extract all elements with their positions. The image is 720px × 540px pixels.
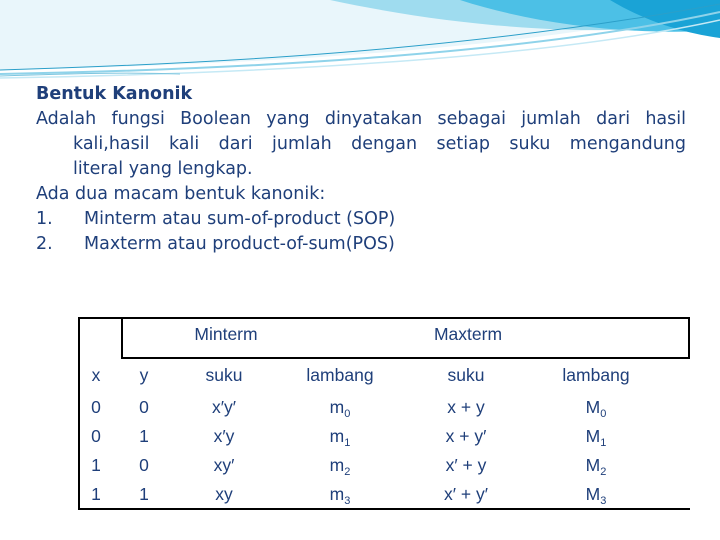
cell-maxterm-lambang <box>546 426 646 449</box>
list-number: 2. <box>36 234 53 254</box>
cell-minterm-suku: x′y <box>213 426 235 446</box>
subscript: 3 <box>344 495 351 507</box>
header-banner <box>0 0 720 85</box>
subscript: 2 <box>344 466 351 478</box>
cell-y: 0 <box>139 455 149 475</box>
cell-maxterm-suku: x′ + y <box>445 455 487 475</box>
cell-maxterm-lambang <box>546 484 646 507</box>
cell-y: 1 <box>139 426 149 446</box>
cell-y: 1 <box>139 484 149 504</box>
list-text: Maxterm atau product-of-sum(POS) <box>84 234 395 254</box>
symbol: M <box>585 426 601 446</box>
content-block <box>36 82 686 257</box>
cell-minterm-lambang <box>290 455 390 478</box>
canonical-form-table <box>78 317 690 510</box>
subscript: 0 <box>600 408 607 420</box>
subscript: 1 <box>344 437 351 449</box>
subscript: 0 <box>344 408 351 420</box>
column-header-maxterm-suku: suku <box>447 365 485 385</box>
table-divider-xy <box>121 317 123 358</box>
cell-maxterm-suku: x + y <box>447 397 485 417</box>
symbol: m <box>329 397 345 417</box>
cell-minterm-lambang <box>290 484 390 507</box>
cell-x: 0 <box>91 426 101 446</box>
cell-minterm-lambang <box>290 426 390 449</box>
symbol: m <box>329 484 345 504</box>
column-header-maxterm-lambang: lambang <box>562 365 630 385</box>
cell-x: 1 <box>91 455 101 475</box>
subscript: 2 <box>600 466 607 478</box>
maxterm-header: Maxterm <box>433 324 503 344</box>
table-header-divider <box>121 357 690 359</box>
cell-minterm-suku: xy′ <box>213 455 235 475</box>
minterm-header: Minterm <box>194 324 258 344</box>
subscript: 3 <box>600 495 607 507</box>
column-header-minterm-lambang: lambang <box>306 365 374 385</box>
cell-x: 0 <box>91 397 101 417</box>
list-item <box>36 232 686 257</box>
cell-maxterm-lambang <box>546 455 646 478</box>
section-title: Bentuk Kanonik <box>36 84 193 104</box>
cell-minterm-suku: xy <box>215 484 233 504</box>
definition-line-2: kali,hasil kali dari jumlah dengan setiap suku mengandung <box>73 134 686 154</box>
symbol: M <box>585 484 601 504</box>
definition-line-1: Adalah fungsi Boolean yang dinyatakan sebagai jumlah dari hasil <box>36 109 686 129</box>
symbol: M <box>585 397 601 417</box>
list-item <box>36 207 686 232</box>
list-number: 1. <box>36 209 53 229</box>
cell-maxterm-suku: x + y′ <box>445 426 487 446</box>
cell-minterm-suku: x′y′ <box>211 397 237 417</box>
list-text: Minterm atau sum-of-product (SOP) <box>84 209 396 229</box>
column-header-y: y <box>139 365 149 385</box>
column-header-minterm-suku: suku <box>205 365 243 385</box>
cell-y: 0 <box>139 397 149 417</box>
subscript: 1 <box>600 437 607 449</box>
symbol: m <box>329 455 345 475</box>
cell-maxterm-suku: x′ + y′ <box>443 484 488 504</box>
intro-text: Ada dua macam bentuk kanonik: <box>36 184 326 204</box>
table-border-right-header <box>688 317 690 358</box>
symbol: m <box>329 426 345 446</box>
cell-minterm-lambang <box>290 397 390 420</box>
cell-x: 1 <box>91 484 101 504</box>
definition-line-3: literal yang lengkap. <box>73 159 253 179</box>
table-border-top <box>78 317 690 319</box>
table-border-bottom <box>78 508 690 510</box>
cell-maxterm-lambang <box>546 397 646 420</box>
column-header-x: x <box>91 365 101 385</box>
symbol: M <box>585 455 601 475</box>
